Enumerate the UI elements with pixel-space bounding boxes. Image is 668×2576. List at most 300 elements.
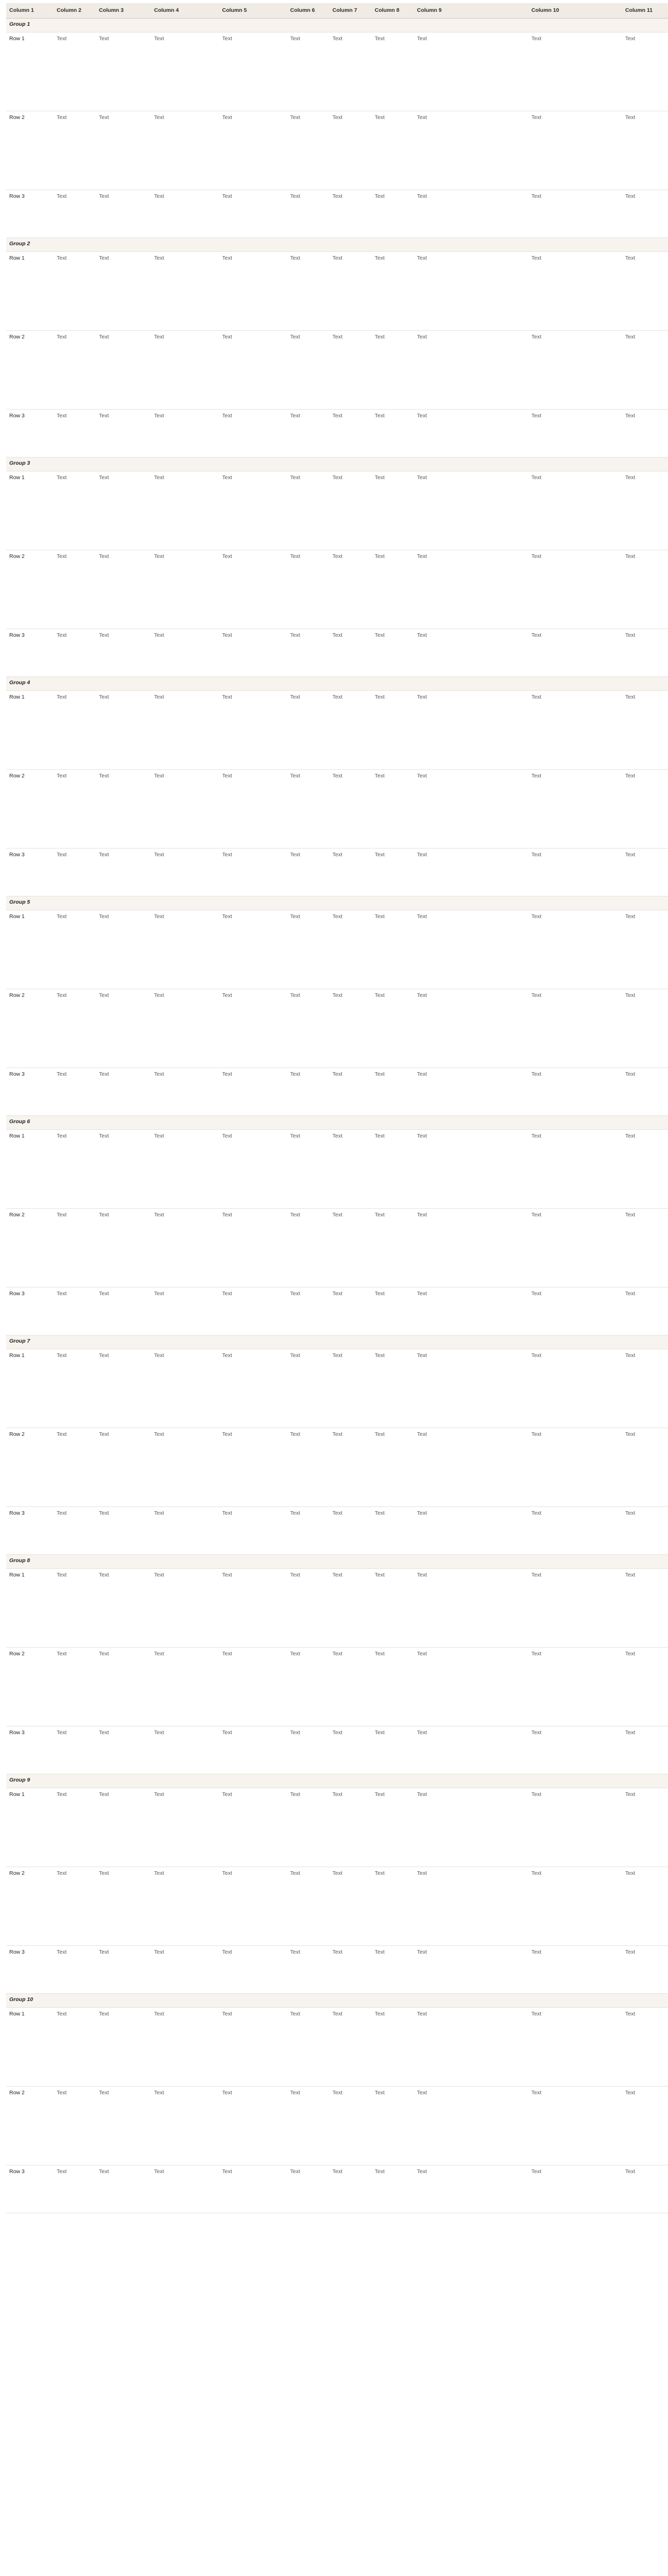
table-cell: Text <box>96 1287 151 1335</box>
table-cell: Text <box>96 550 151 629</box>
table-cell: Text <box>414 2165 528 2213</box>
table-cell: Text <box>414 1287 528 1335</box>
table-cell: Row 2 <box>6 770 54 849</box>
table-cell: Text <box>528 190 622 238</box>
table-cell: Text <box>622 1287 668 1335</box>
table-cell: Text <box>96 1726 151 1774</box>
table-row <box>6 190 668 238</box>
table-cell: Text <box>528 989 622 1068</box>
gene-group-label: Group 2 <box>6 238 668 252</box>
table-cell: Text <box>287 550 329 629</box>
table-cell: Text <box>287 1946 329 1994</box>
table-row <box>6 331 668 410</box>
table-cell: Text <box>622 111 668 190</box>
column-header: Column 7 <box>329 3 372 19</box>
table-cell: Text <box>372 770 414 849</box>
table-cell: Text <box>151 1209 219 1287</box>
table-cell: Row 3 <box>6 1726 54 1774</box>
table-cell: Text <box>287 1287 329 1335</box>
table-cell: Text <box>414 1130 528 1209</box>
table-cell: Text <box>151 410 219 457</box>
table-cell: Text <box>414 410 528 457</box>
table-cell: Text <box>329 1648 372 1726</box>
table-cell: Text <box>528 111 622 190</box>
table-cell: Text <box>372 629 414 677</box>
table-cell: Text <box>54 1349 96 1428</box>
table-body <box>6 19 668 2213</box>
table-cell: Text <box>219 1209 287 1287</box>
table-cell: Text <box>54 32 96 111</box>
table-cell: Text <box>414 190 528 238</box>
table-cell: Text <box>414 1349 528 1428</box>
table-cell: Text <box>287 111 329 190</box>
table-cell: Text <box>219 1287 287 1335</box>
table-cell: Text <box>219 1788 287 1867</box>
gene-group-label: Group 9 <box>6 1774 668 1788</box>
table-cell: Text <box>414 910 528 989</box>
table-cell: Text <box>622 910 668 989</box>
table-cell: Text <box>414 550 528 629</box>
table-cell: Text <box>528 1569 622 1648</box>
table-cell: Text <box>329 190 372 238</box>
table-cell: Text <box>372 1209 414 1287</box>
table-cell: Text <box>372 1788 414 1867</box>
table-cell: Text <box>151 471 219 550</box>
table-cell: Text <box>54 1130 96 1209</box>
table-cell: Text <box>528 1648 622 1726</box>
table-cell: Text <box>414 1569 528 1648</box>
table-cell: Text <box>151 1130 219 1209</box>
table-cell: Text <box>414 849 528 896</box>
table-cell: Text <box>219 1867 287 1946</box>
table-cell: Text <box>96 1209 151 1287</box>
table-row <box>6 629 668 677</box>
table-cell: Text <box>287 1726 329 1774</box>
table-cell: Text <box>372 410 414 457</box>
table-cell: Text <box>287 471 329 550</box>
table-cell: Text <box>329 111 372 190</box>
table-row <box>6 1209 668 1287</box>
gene-group-row <box>6 1116 668 1130</box>
table-cell: Text <box>329 1507 372 1555</box>
table-cell: Text <box>96 910 151 989</box>
table-cell: Text <box>287 629 329 677</box>
table-cell: Text <box>54 1867 96 1946</box>
table-row <box>6 2165 668 2213</box>
column-header: Column 4 <box>151 3 219 19</box>
table-cell: Text <box>54 910 96 989</box>
table-cell: Text <box>96 471 151 550</box>
table-cell: Text <box>528 1946 622 1994</box>
table-cell: Row 1 <box>6 471 54 550</box>
table-cell: Text <box>96 1428 151 1507</box>
column-header: Column 2 <box>54 3 96 19</box>
table-cell: Text <box>329 1946 372 1994</box>
table-cell: Text <box>151 331 219 410</box>
table-cell: Row 2 <box>6 2087 54 2165</box>
table-cell: Text <box>96 2008 151 2087</box>
table-cell: Text <box>54 550 96 629</box>
table-cell: Text <box>528 1209 622 1287</box>
column-header: Column 3 <box>96 3 151 19</box>
table-cell: Text <box>96 629 151 677</box>
table-cell: Text <box>622 550 668 629</box>
table-cell: Text <box>54 2008 96 2087</box>
table-cell: Text <box>528 2087 622 2165</box>
table-cell: Text <box>622 1428 668 1507</box>
table-cell: Text <box>622 1648 668 1726</box>
table-cell: Text <box>96 849 151 896</box>
table-cell: Text <box>151 629 219 677</box>
table-cell: Text <box>372 550 414 629</box>
gene-group-label: Group 5 <box>6 896 668 910</box>
table-cell: Text <box>329 1287 372 1335</box>
table-row <box>6 1946 668 1994</box>
table-cell: Text <box>372 2087 414 2165</box>
table-cell: Text <box>329 2165 372 2213</box>
table-cell: Text <box>219 1946 287 1994</box>
table-cell: Text <box>219 32 287 111</box>
table-cell: Text <box>219 1130 287 1209</box>
table-row <box>6 1507 668 1555</box>
table-cell: Text <box>151 252 219 331</box>
table-cell: Text <box>372 331 414 410</box>
table-row <box>6 770 668 849</box>
table-cell: Text <box>414 1507 528 1555</box>
table-row <box>6 111 668 190</box>
table-cell: Text <box>528 910 622 989</box>
table-cell: Text <box>151 691 219 770</box>
table-cell: Row 3 <box>6 410 54 457</box>
table-cell: Text <box>287 2087 329 2165</box>
table-cell: Text <box>622 1209 668 1287</box>
table-cell: Text <box>151 1569 219 1648</box>
table-cell: Text <box>372 1068 414 1116</box>
gene-group-row <box>6 896 668 910</box>
table-cell: Text <box>622 1569 668 1648</box>
table-cell: Text <box>372 1648 414 1726</box>
table-cell: Row 1 <box>6 1788 54 1867</box>
table-cell: Text <box>219 989 287 1068</box>
gene-group-row <box>6 1774 668 1788</box>
gene-group-row <box>6 1555 668 1569</box>
table-cell: Text <box>329 1867 372 1946</box>
table-cell: Text <box>96 1788 151 1867</box>
table-cell: Text <box>287 331 329 410</box>
table-cell: Text <box>151 770 219 849</box>
table-cell: Text <box>96 1507 151 1555</box>
table-cell: Text <box>528 1428 622 1507</box>
table-cell: Text <box>287 849 329 896</box>
table-cell: Text <box>528 331 622 410</box>
table-cell: Text <box>528 1507 622 1555</box>
table-row <box>6 691 668 770</box>
table-cell: Text <box>96 1648 151 1726</box>
gene-group-label: Group 3 <box>6 457 668 471</box>
table-row <box>6 1349 668 1428</box>
table-cell: Text <box>414 1867 528 1946</box>
table-cell: Text <box>54 1068 96 1116</box>
table-cell: Text <box>287 1569 329 1648</box>
table-cell: Text <box>414 1788 528 1867</box>
table-cell: Text <box>372 910 414 989</box>
table-cell: Text <box>528 471 622 550</box>
table-row <box>6 252 668 331</box>
table-cell: Text <box>54 252 96 331</box>
table-cell: Text <box>219 1428 287 1507</box>
table-cell: Text <box>287 32 329 111</box>
table-row <box>6 2008 668 2087</box>
table-cell: Text <box>329 1726 372 1774</box>
table-cell: Text <box>151 849 219 896</box>
table-cell: Text <box>287 770 329 849</box>
table-cell: Text <box>54 410 96 457</box>
table-cell: Text <box>54 1209 96 1287</box>
table-cell: Row 2 <box>6 989 54 1068</box>
table-cell: Text <box>414 2008 528 2087</box>
table-cell: Text <box>528 1726 622 1774</box>
table-cell: Text <box>287 691 329 770</box>
table-cell: Text <box>151 1349 219 1428</box>
table-cell: Text <box>151 2008 219 2087</box>
gene-group-label: Group 8 <box>6 1555 668 1569</box>
gene-group-label: Group 7 <box>6 1335 668 1349</box>
table-cell: Row 3 <box>6 849 54 896</box>
table-cell: Text <box>151 2165 219 2213</box>
table-cell: Text <box>329 691 372 770</box>
table-cell: Text <box>528 1349 622 1428</box>
table-cell: Text <box>54 1788 96 1867</box>
table-cell: Text <box>219 2165 287 2213</box>
table-cell: Row 2 <box>6 1867 54 1946</box>
table-cell: Text <box>151 1867 219 1946</box>
table-cell: Text <box>622 1507 668 1555</box>
table-cell: Text <box>151 190 219 238</box>
table-cell: Text <box>54 1287 96 1335</box>
data-table <box>6 3 668 2213</box>
table-cell: Text <box>372 1946 414 1994</box>
table-cell: Row 1 <box>6 32 54 111</box>
table-cell: Text <box>151 1946 219 1994</box>
table-cell: Text <box>96 1130 151 1209</box>
table-cell: Text <box>151 2087 219 2165</box>
table-cell: Text <box>96 1867 151 1946</box>
table-cell: Text <box>414 32 528 111</box>
table-cell: Text <box>287 2008 329 2087</box>
table-cell: Text <box>54 2087 96 2165</box>
table-cell: Text <box>372 1867 414 1946</box>
table-row <box>6 1130 668 1209</box>
table-cell: Text <box>528 550 622 629</box>
table-cell: Text <box>219 2008 287 2087</box>
table-cell: Text <box>54 1946 96 1994</box>
table-cell: Text <box>54 691 96 770</box>
table-cell: Text <box>372 190 414 238</box>
table-cell: Text <box>372 32 414 111</box>
table-cell: Text <box>329 2087 372 2165</box>
gene-group-row <box>6 238 668 252</box>
table-cell: Row 3 <box>6 1068 54 1116</box>
table-cell: Text <box>329 471 372 550</box>
table-row <box>6 1648 668 1726</box>
table-row <box>6 1788 668 1867</box>
table-cell: Text <box>329 770 372 849</box>
table-cell: Row 2 <box>6 331 54 410</box>
table-row <box>6 410 668 457</box>
table-cell: Text <box>414 1648 528 1726</box>
table-cell: Text <box>622 1068 668 1116</box>
table-cell: Text <box>219 111 287 190</box>
table-cell: Text <box>151 1287 219 1335</box>
table-cell: Text <box>54 331 96 410</box>
table-cell: Text <box>622 1788 668 1867</box>
table-cell: Text <box>219 1569 287 1648</box>
table-cell: Text <box>528 770 622 849</box>
table-cell: Text <box>151 111 219 190</box>
table-cell: Text <box>622 2165 668 2213</box>
table-cell: Text <box>528 691 622 770</box>
table-cell: Text <box>414 1726 528 1774</box>
table-cell: Text <box>151 1428 219 1507</box>
table-cell: Text <box>622 989 668 1068</box>
table-cell: Text <box>528 32 622 111</box>
table-cell: Text <box>54 1726 96 1774</box>
table-row <box>6 1867 668 1946</box>
table-cell: Text <box>54 2165 96 2213</box>
table-cell: Text <box>528 2008 622 2087</box>
table-row <box>6 910 668 989</box>
table-cell: Text <box>528 2165 622 2213</box>
table-cell: Text <box>414 471 528 550</box>
column-header: Column 10 <box>528 3 622 19</box>
table-cell: Text <box>96 1068 151 1116</box>
table-cell: Text <box>622 691 668 770</box>
table-cell: Text <box>54 111 96 190</box>
table-cell: Text <box>372 2165 414 2213</box>
table-cell: Row 1 <box>6 1349 54 1428</box>
table-cell: Text <box>54 849 96 896</box>
gene-group-row <box>6 677 668 691</box>
table-cell: Text <box>219 1068 287 1116</box>
gene-group-row <box>6 457 668 471</box>
table-cell: Row 3 <box>6 2165 54 2213</box>
table-cell: Row 2 <box>6 550 54 629</box>
table-cell: Text <box>219 691 287 770</box>
table-cell: Text <box>372 989 414 1068</box>
table-cell: Text <box>372 252 414 331</box>
table-cell: Text <box>151 1068 219 1116</box>
table-cell: Text <box>414 2087 528 2165</box>
table-cell: Text <box>622 331 668 410</box>
table-cell: Text <box>622 252 668 331</box>
table-cell: Text <box>329 1209 372 1287</box>
table-cell: Row 3 <box>6 1946 54 1994</box>
table-cell: Text <box>372 849 414 896</box>
table-cell: Text <box>287 1867 329 1946</box>
table-cell: Text <box>96 32 151 111</box>
table-cell: Text <box>622 1946 668 1994</box>
table-cell: Text <box>96 1946 151 1994</box>
table-cell: Text <box>372 111 414 190</box>
table-cell: Text <box>54 770 96 849</box>
table-cell: Text <box>219 1349 287 1428</box>
table-cell: Text <box>528 849 622 896</box>
table-cell: Text <box>96 190 151 238</box>
table-row <box>6 550 668 629</box>
table-cell: Text <box>329 1788 372 1867</box>
table-row <box>6 989 668 1068</box>
table-cell: Text <box>54 989 96 1068</box>
table-cell: Text <box>329 989 372 1068</box>
table-cell: Text <box>219 410 287 457</box>
table-cell: Text <box>96 770 151 849</box>
gene-group-row <box>6 1994 668 2008</box>
table-cell: Text <box>219 770 287 849</box>
table-cell: Text <box>622 471 668 550</box>
column-header: Column 6 <box>287 3 329 19</box>
table-cell: Text <box>528 252 622 331</box>
column-header: Column 9 <box>414 3 528 19</box>
table-cell: Text <box>329 1428 372 1507</box>
table-cell: Text <box>287 252 329 331</box>
table-cell: Text <box>96 2087 151 2165</box>
table-cell: Text <box>54 629 96 677</box>
table-cell: Text <box>287 1507 329 1555</box>
table-cell: Text <box>414 252 528 331</box>
table-row <box>6 2087 668 2165</box>
table-cell: Text <box>219 1507 287 1555</box>
table-cell: Text <box>372 1569 414 1648</box>
table-cell: Text <box>622 770 668 849</box>
table-cell: Row 2 <box>6 1209 54 1287</box>
table-cell: Text <box>151 989 219 1068</box>
table-cell: Text <box>219 550 287 629</box>
table-cell: Text <box>219 190 287 238</box>
gene-group-row <box>6 19 668 32</box>
table-cell: Text <box>287 1648 329 1726</box>
table-cell: Text <box>287 1349 329 1428</box>
table-cell: Row 2 <box>6 1428 54 1507</box>
table-cell: Text <box>151 1507 219 1555</box>
table-cell: Text <box>54 1428 96 1507</box>
table-cell: Text <box>219 331 287 410</box>
table-cell: Text <box>54 1648 96 1726</box>
table-cell: Text <box>96 331 151 410</box>
table-cell: Text <box>329 410 372 457</box>
table-cell: Text <box>329 910 372 989</box>
table-cell: Text <box>528 1287 622 1335</box>
table-cell: Text <box>329 32 372 111</box>
table-row <box>6 849 668 896</box>
table-cell: Text <box>622 1349 668 1428</box>
table-cell: Text <box>54 471 96 550</box>
table-cell: Text <box>96 989 151 1068</box>
table-cell: Text <box>372 1349 414 1428</box>
table-cell: Row 3 <box>6 190 54 238</box>
table-cell: Text <box>414 111 528 190</box>
table-cell: Text <box>287 1130 329 1209</box>
table-cell: Text <box>329 252 372 331</box>
header-row <box>6 3 668 19</box>
table-cell: Text <box>219 1648 287 1726</box>
gene-group-label: Group 1 <box>6 19 668 32</box>
table-cell: Text <box>414 1428 528 1507</box>
table-cell: Text <box>287 190 329 238</box>
table-cell: Text <box>622 629 668 677</box>
table-cell: Text <box>414 629 528 677</box>
table-row <box>6 1726 668 1774</box>
table-cell: Text <box>329 629 372 677</box>
